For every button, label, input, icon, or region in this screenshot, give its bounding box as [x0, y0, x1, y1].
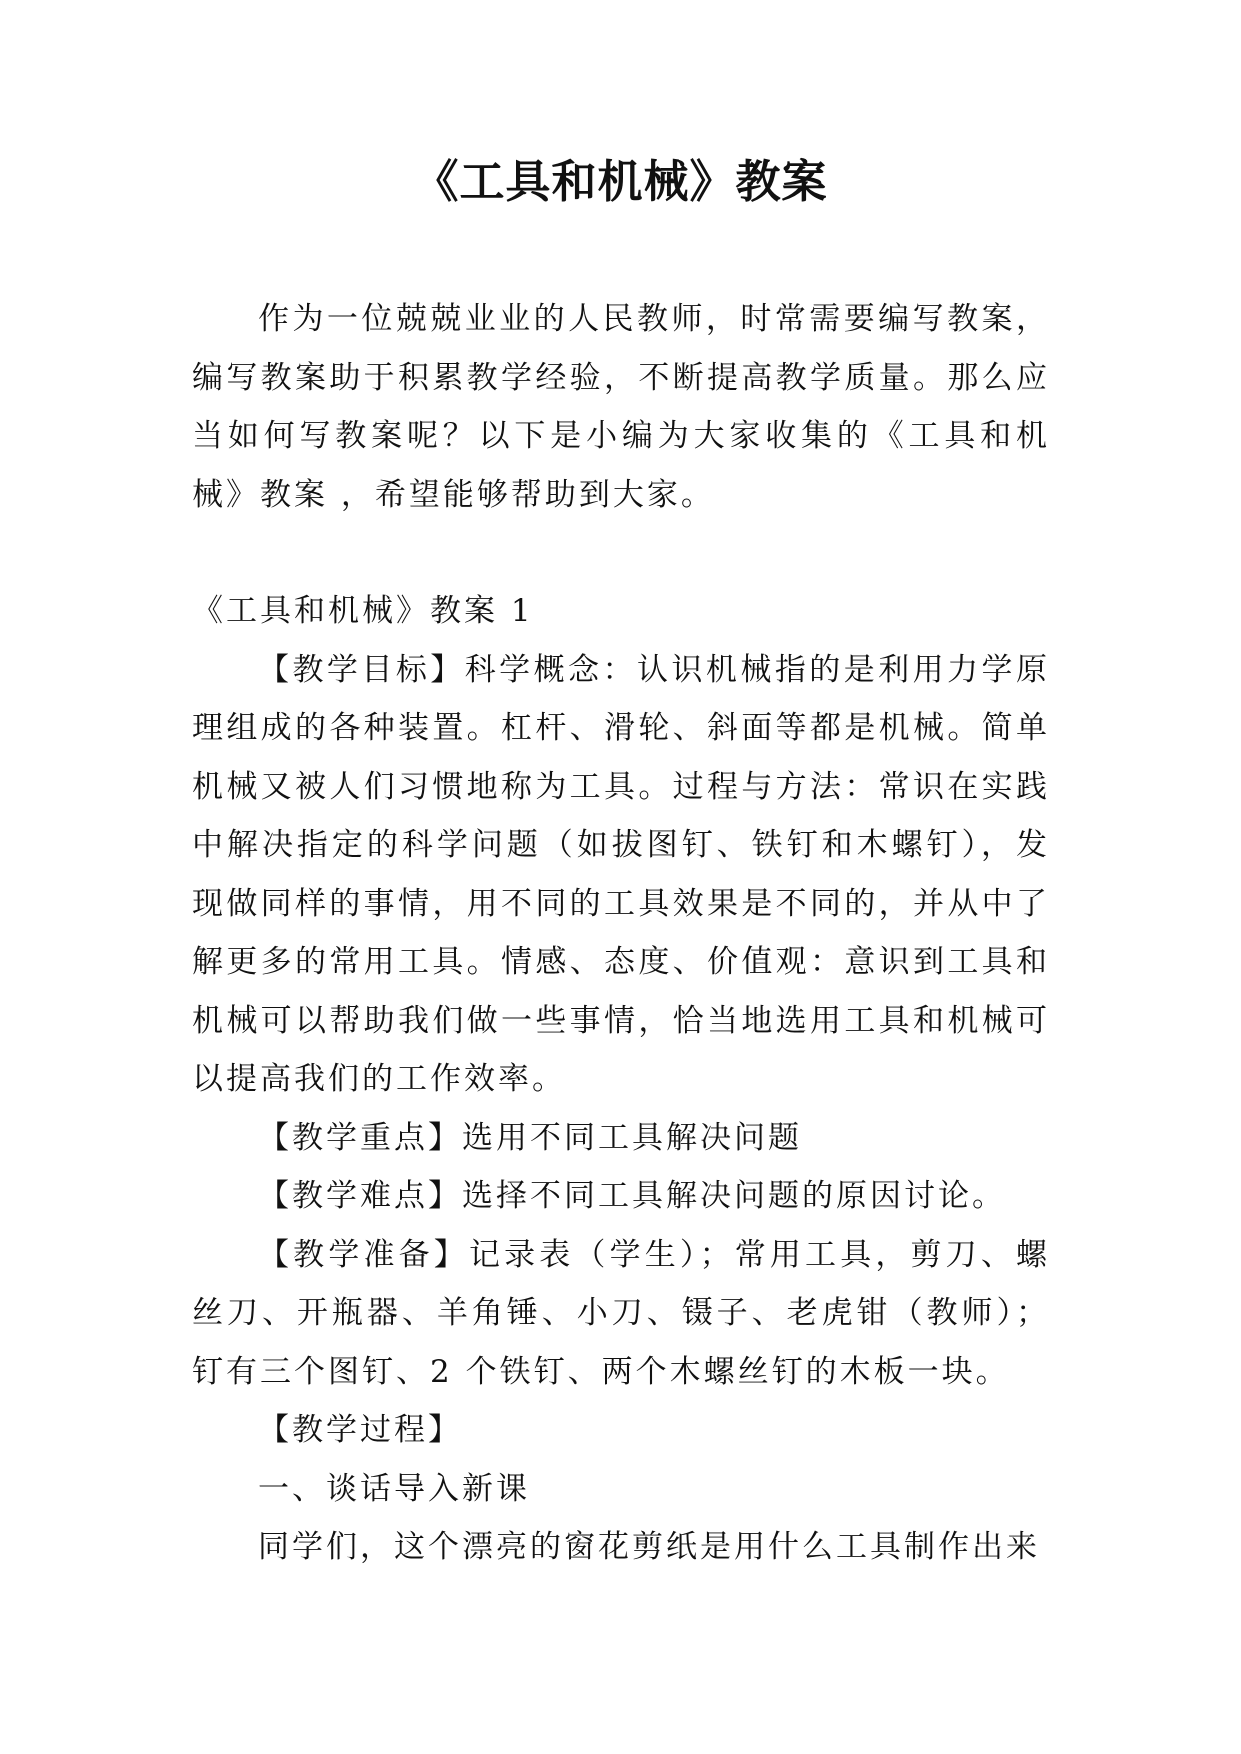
paragraph-teaching-process: 【教学过程】 [258, 1412, 462, 1448]
paragraph-step-one-text: 同学们，这个漂亮的窗花剪纸是用什么工具制作出来 [258, 1529, 1040, 1565]
paragraph-teaching-focus: 【教学重点】选用不同工具解决问题 [258, 1119, 802, 1156]
paragraph-teaching-preparation: 【教学准备】记录表（学生）；常用工具，剪刀、螺丝刀、开瓶器、羊角锤、小刀、镊子、老虎钳（教师）；钉有三个图钉、2 个铁钉、两个木螺丝钉的木板一块。 [192, 1236, 1050, 1390]
document-body [192, 290, 1050, 1577]
paragraph-teaching-difficulty: 【教学难点】选择不同工具解决问题的原因讨论。 [258, 1178, 1006, 1214]
document-title: 《工具和机械》教案 [413, 155, 828, 208]
paragraph-teaching-objectives: 【教学目标】科学概念：认识机械指的是利用力学原理组成的各种装置。杠杆、滑轮、斜面等都是机械。简单机械又被人们习惯地称为工具。过程与方法：常识在实践中解决指定的科学问题（如拔图钉、铁钉和木螺钉），发现做同样的事情，用不同的工具效果是不同的，并从中了解更多的常用工具。情感、态度、价值观：意识到工具和机械可以帮助我们做一些事情，恰当地选用工具和机械可以提高我们的工作效率。 [192, 651, 1050, 1097]
intro-paragraph: 作为一位兢兢业业的人民教师，时常需要编写教案，编写教案助于积累教学经验，不断提高教学质量。那么应当如何写教案呢？以下是小编为大家收集的《工具和机械》教案 ，希望能够帮助到大家。 [192, 301, 1050, 513]
paragraph-step-one: 一、谈话导入新课 [258, 1470, 530, 1507]
section-heading: 《工具和机械》教案 1 [192, 593, 534, 629]
